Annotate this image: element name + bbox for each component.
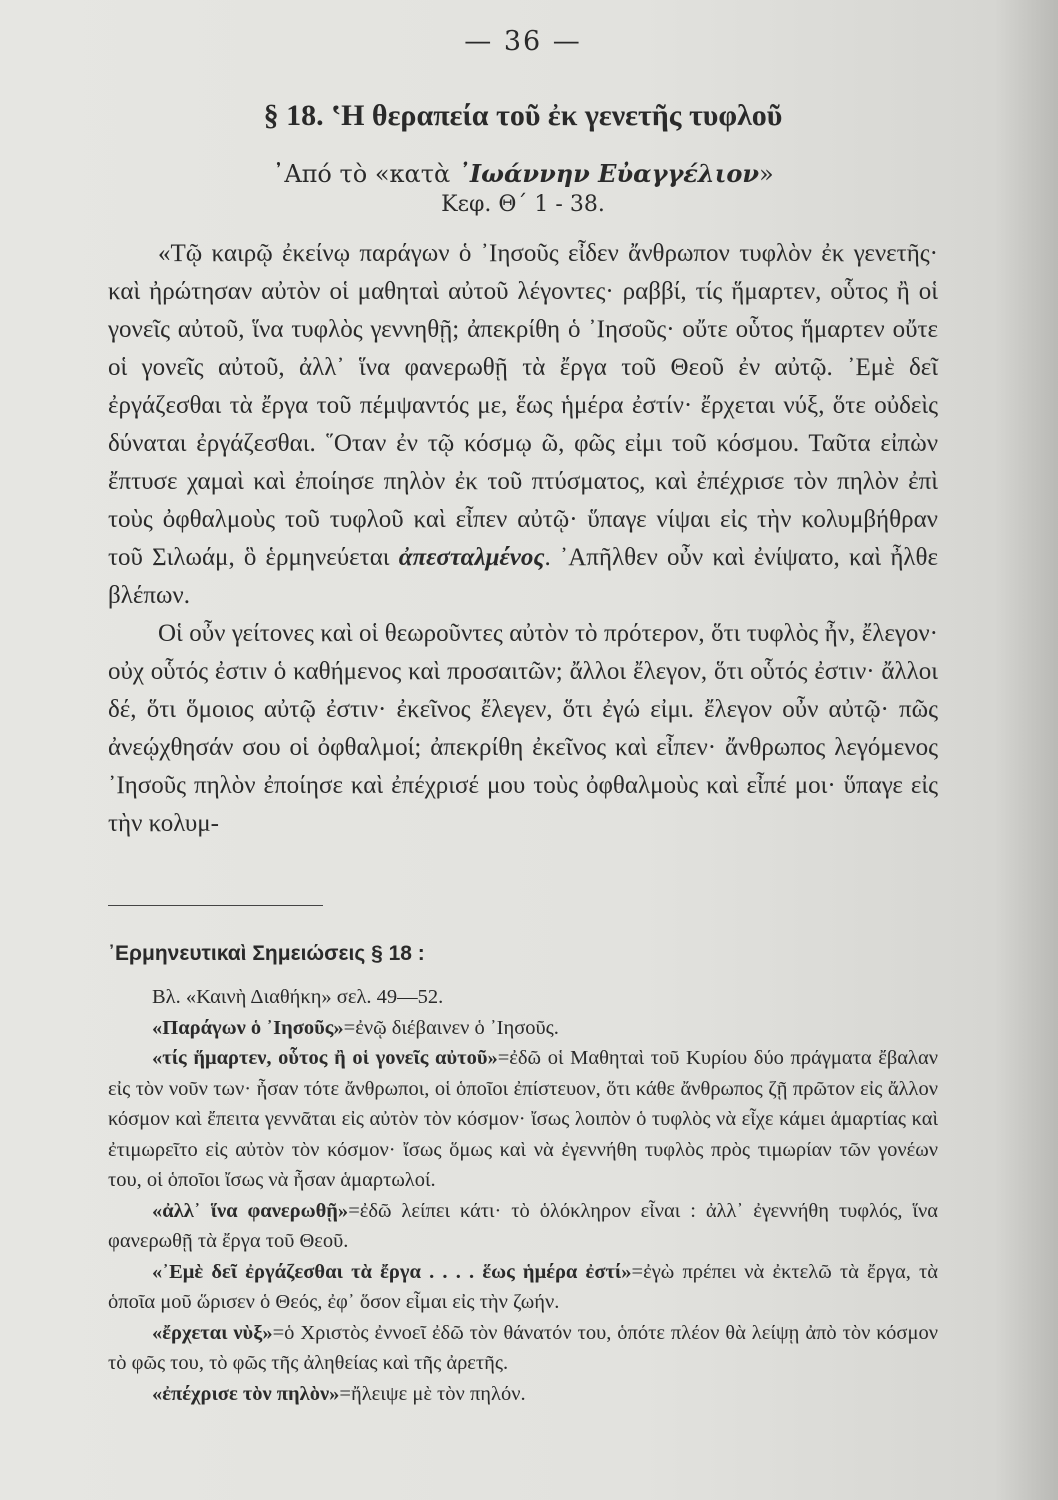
note-item [108,1043,938,1196]
note-term: «᾽Εμὲ δεῖ ἐργάζεσθαι τὰ ἔργα . . . . ἕως ἡμέρα ἐστί» [152,1260,632,1283]
gospel-paragraph-1 [108,235,938,615]
note-term: «ἔρχεται νὺξ» [152,1321,273,1344]
footnote-divider [108,905,323,906]
note-term: «τίς ἥμαρτεν, οὗτος ἢ οἱ γονεῖς αὐτοῦ» [152,1047,498,1069]
note-term: «ἀλλ᾽ ἵνα φανερωθῇ» [152,1199,349,1222]
paragraph-1-part-1: «Τῷ καιρῷ ἐκείνῳ παράγων ὁ ᾽Ιησοῦς εἶδεν ἄνθρωπον τυφλὸν ἐκ γενετῆς· καὶ ἠρώτησαν αὐτὸν οἱ μαθηταὶ αὐτοῦ λέγοντες· ραββί, τίς ἥμαρτεν, οὗτος ἢ οἱ γονεῖς αὐτοῦ, ἵνα τυφλὸς γεννηθῇ; ἀπεκρίθη ὁ ᾽Ιησοῦς· οὔτε οὗτος ἥμαρτεν οὔτε οἱ γονεῖς αὐτοῦ, ἀλλ᾽ ἵνα φανερωθῇ τὰ ἔργα τοῦ Θεοῦ ἐν αὐτῷ. ᾽Εμὲ δεῖ ἐργάζεσθαι τὰ ἔργα τοῦ πέμψαντός με, ἕως ἡμέρα ἐστίν· ἔρχεται νύξ, ὅτε οὐδεὶς δύναται ἐργάζεσθαι. ῞Οταν ἐν τῷ κόσμῳ ῶ, φῶς εἰμι τοῦ κόσμου. Ταῦτα εἰπὼν ἔπτυσε χαμαὶ καὶ ἐποίησε πηλὸν ἐκ τοῦ πτύσματος, καὶ ἐπέχρισε τὸν πηλὸν ἐπὶ τοὺς ὀφθαλμοὺς τοῦ τυφλοῦ καὶ εἶπεν αὐτῷ· ὕπαγε νίψαι εἰς τὴν κολυμβήθραν τοῦ Σιλωάμ, ὃ ἑρμηνεύεται [108,240,938,571]
note-term: «ἐπέχρισε τὸν πηλὸν» [152,1382,340,1405]
source-line [108,159,938,188]
gospel-text [108,235,938,843]
notes-list [108,982,938,1409]
emphasized-word: ἀπεσταλμένος [398,544,545,571]
note-item [108,1257,938,1318]
note-text: =ἐγὼ πρέπει νὰ ἐκτελῶ τὰ ἔργα, τὰ ὁποῖα μοῦ ὥρισεν ὁ Θεός, ἐφ᾽ ὅσον εἶμαι εἰς τὴν ζωήν. [108,1260,938,1313]
note-item [108,982,938,1013]
note-term: «Παράγων ὁ ᾽Ιησοῦς» [152,1016,344,1039]
note-item [108,1318,938,1379]
note-item [108,1196,938,1257]
source-prefix: ᾽Από τὸ «κατὰ [272,160,458,188]
note-text: =ἐδῶ οἱ Μαθηταὶ τοῦ Κυρίου δύο πράγματα ἔβαλαν εἰς τὸν νοῦν των· ἦσαν τότε ἄνθρωποι, οἱ ὁποῖοι ἐπίστευον, ὅτι κάθε ἄνθρωπος ζῇ πρῶτον εἰς ἄλλον κόσμον καὶ ἔπειτα γεννᾶται εἰς αὐτὸν τὸν κόσμον· ἴσως λοιπὸν ὁ τυφλὸς νὰ εἶχε κάμει ἁμαρτίας καὶ ἐτιμωρεῖτο εἰς αὐτὸν τὸν κόσμον· ἴσως ὅμως καὶ νὰ ἐγεννήθη τυφλὸς πρὸς τιμωρίαν τῶν γονέων του, οἱ ὁποῖοι ἴσως νὰ ἦσαν ἁμαρτωλοί. [108,1047,938,1191]
note-text: Βλ. «Καινὴ Διαθήκη» σελ. 49—52. [152,986,444,1008]
note-item [108,1379,938,1410]
source-book: ᾽Ιωάννην Εὐαγγέλιον [457,159,759,188]
page-number: — 36 — [464,26,582,57]
note-text: =ἐδῶ λείπει κάτι· τὸ ὁλόκληρον εἶναι : ἀλλ᾽ ἐγεννήθη τυφλός, ἵνα φανερωθῇ τὰ ἔργα τοῦ Θεοῦ. [108,1199,939,1252]
note-text: =ἐνῷ διέβαινεν ὁ ᾽Ιησοῦς. [343,1016,559,1039]
gospel-paragraph-2: Οἱ οὖν γείτονες καὶ οἱ θεωροῦντες αὐτὸν τὸ πρότερον, ὅτι τυφλὸς ἦν, ἔλεγον· οὐχ οὗτός ἐστιν ὁ καθήμενος καὶ προσαιτῶν; ἄλλοι ἔλεγον, ὅτι οὗτός ἐστιν· ἄλλοι δέ, ὅτι ὅμοιος αὐτῷ ἐστιν· ἐκεῖνος ἔλεγεν, ὅτι ἐγώ εἰμι. ἔλεγον οὖν αὐτῷ· πῶς ἀνεῴχθησάν σου οἱ ὀφθαλμοί; ἀπεκρίθη ἐκεῖνος καὶ εἶπεν· ἄνθρωπος λεγόμενος ᾽Ιησοῦς πηλὸν ἐποίησε καὶ ἐπέχρισέ μου τοὺς ὀφθαλμοὺς καὶ εἶπέ μοι· ὕπαγε εἰς τὴν κολυμ- [108,620,938,837]
section-heading: § 18. ‛Η θεραπεία τοῦ ἐκ γενετῆς τυφλοῦ [263,99,783,132]
note-item [108,1013,938,1044]
paragraph-1-part-2: . ᾽Απῆλθεν οὖν καὶ ἐνίψατο, καὶ ἦλθε βλέπων. [108,544,938,609]
note-text: =ὁ Χριστὸς ἐννοεῖ ἐδῶ τὸν θάνατόν του, ὁπότε πλέον θὰ λείψῃ ἀπὸ τὸν κόσμον τὸ φῶς του, τὸ φῶς τῆς ἀληθείας καὶ τῆς ἀρετῆς. [108,1321,938,1374]
source-suffix: » [758,160,774,188]
note-text: =ἤλειψε μὲ τὸν πηλόν. [339,1382,526,1405]
notes-heading: ᾽Ερμηνευτικαὶ Σημειώσεις § 18 : [108,942,425,965]
chapter-reference: Κεφ. Θ΄ 1 - 38. [441,192,605,217]
